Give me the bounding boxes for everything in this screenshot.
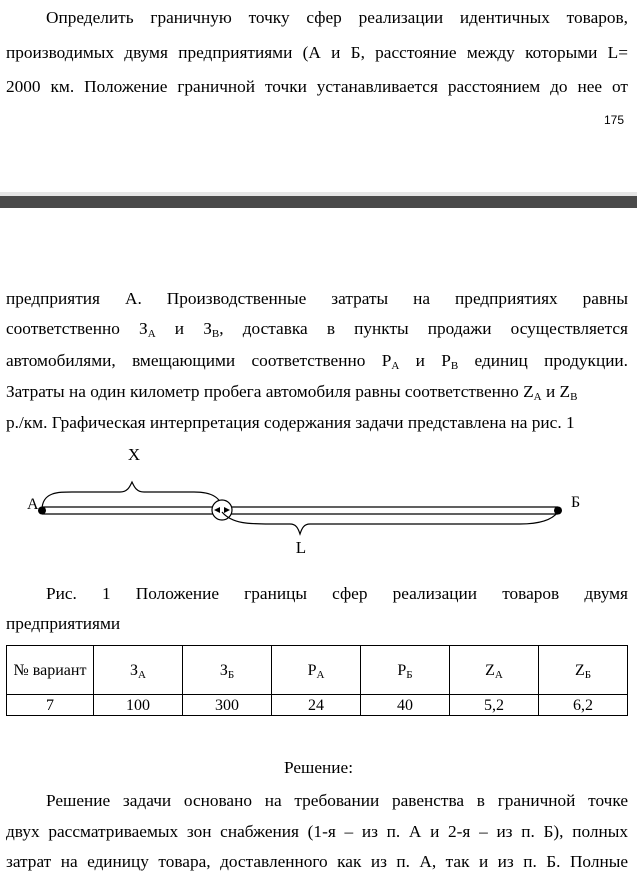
table-header-row [7,646,628,695]
paragraph-line-4: предприятия А. Производственные затраты на предприятиях равны [6,289,628,308]
cell-za-cost: 5,2 [450,695,539,716]
header-zb-cost: $Z_Б$ [539,646,628,695]
variant-table [6,645,628,716]
cell-pa: 24 [272,695,361,716]
figure-caption-line-1: Рис. 1 Положение границы сфер реализации товаров двумя [46,584,628,603]
page-break-divider [0,196,637,208]
paragraph-line-5: соответственно $З_A$ и $З_B$, доставка в пункты продажи осуществляется [6,319,628,340]
boundary-diagram [0,440,637,565]
page-number: 175 [604,113,625,127]
brace-l [222,512,558,534]
label-x: X [127,445,141,464]
figure-caption-line-2: предприятиями [6,614,121,633]
header-variant: № вариант [7,646,94,695]
solution-line-3: затрат на единицу товара, доставленного как из п. А, так и из п. Б. Полные [6,852,628,871]
header-za: $З_А$ [94,646,183,695]
solution-heading: Решение: [284,758,353,777]
label-b: Б [571,494,581,511]
label-l: L [295,538,307,557]
paragraph-line-8: р./км. Графическая интерпретация содержания задачи представлена на рис. 1 [6,413,575,432]
header-za-cost: $Z_А$ [450,646,539,695]
cell-pb: 40 [361,695,450,716]
point-a [38,507,46,515]
paragraph-line-7: Затраты на один километр пробега автомобиля равны соответственно $Z_A$ и $Z_B$ [6,382,578,403]
brace-x [42,482,222,510]
cell-zb: 300 [183,695,272,716]
label-a: А [27,496,39,513]
header-zb: $З_Б$ [183,646,272,695]
point-b [554,507,562,515]
cell-zb-cost: 6,2 [539,695,628,716]
header-pb: $Р_Б$ [361,646,450,695]
paragraph-line-3: 2000 км. Положение граничной точки устанавливается расстоянием до нее от [6,77,628,96]
table-row [7,695,628,716]
header-pa: $Р_А$ [272,646,361,695]
solution-line-2: двух рассматриваемых зон снабжения (1-я – из п. А и 2-я – из п. Б), полных [6,822,628,841]
paragraph-line-1: Определить граничную точку сфер реализации идентичных товаров, [46,8,628,27]
cell-za: 100 [94,695,183,716]
solution-line-1: Решение задачи основано на требовании равенства в граничной точке [46,791,628,810]
paragraph-line-2: производимых двумя предприятиями (А и Б, расстояние между которыми L= [6,43,628,62]
cell-variant: 7 [7,695,94,716]
paragraph-line-6: автомобилями, вмещающими соответственно $Р_A$ и $Р_B$ единиц продукции. [6,351,629,372]
